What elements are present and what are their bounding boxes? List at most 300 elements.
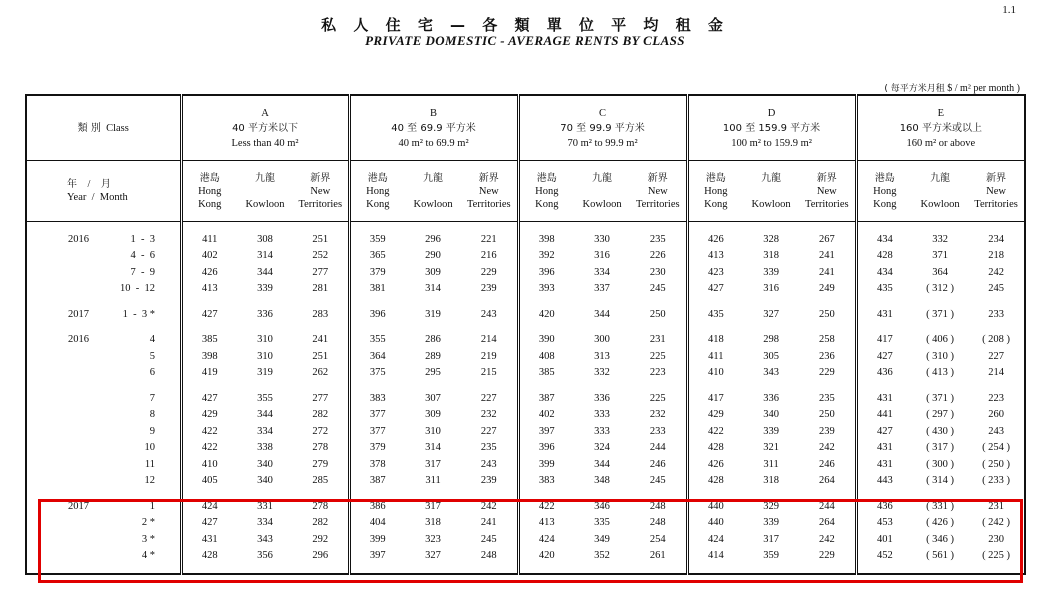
table-row	[26, 348, 1025, 365]
rent-value: ( 312 )	[926, 283, 955, 295]
rent-value: 413	[687, 248, 743, 265]
hk-en-2: Kong	[535, 198, 559, 210]
district-kowloon	[405, 161, 461, 222]
rent-value: 242	[818, 533, 835, 545]
class-range-zh: 40 至 69.9 平方米	[391, 122, 476, 134]
rent-value: 242	[480, 500, 497, 512]
rent-value: 413	[181, 281, 237, 298]
rent-value: 385	[518, 365, 574, 382]
rent-value: 434	[856, 231, 912, 248]
rent-value: 242	[988, 266, 1004, 278]
class-range-en: 40 m² to 69.9 m²	[398, 137, 469, 149]
kln-en: Kowloon	[582, 198, 622, 210]
month-value: 6	[149, 367, 155, 379]
hk-zh: 港島	[536, 172, 557, 184]
table-row	[26, 365, 1025, 382]
rent-value: 244	[649, 442, 666, 454]
table-row	[26, 440, 1025, 457]
rent-value: 286	[425, 334, 441, 346]
rent-value: 260	[988, 409, 1004, 421]
rent-value: 396	[349, 306, 405, 323]
rent-value: 428	[687, 440, 743, 457]
rent-value: 441	[856, 407, 912, 424]
rent-value: 313	[594, 350, 610, 362]
month-value: 5	[149, 350, 155, 362]
rent-value: 348	[594, 475, 610, 487]
period-cell	[26, 306, 181, 323]
rent-value: 292	[312, 533, 329, 545]
rent-value: ( 413 )	[926, 367, 955, 379]
rent-value: 242	[818, 442, 835, 454]
hk-en-1: Hong	[535, 185, 559, 197]
rent-value: 396	[518, 440, 574, 457]
rent-value: 241	[818, 250, 835, 262]
kln-en: Kowloon	[751, 198, 791, 210]
spacer-row	[26, 381, 1025, 390]
rent-value: 239	[480, 283, 497, 295]
rent-value: 352	[594, 550, 610, 562]
rent-value: 229	[818, 550, 835, 562]
class-letter: A	[261, 107, 269, 119]
rent-value: 258	[818, 334, 835, 346]
rent-value: 340	[763, 409, 779, 421]
rent-value: 245	[649, 283, 666, 295]
rent-value: 226	[649, 250, 666, 262]
period-cell	[26, 348, 181, 365]
period-cell	[26, 390, 181, 407]
rent-value: 277	[312, 266, 329, 278]
rent-value: 241	[480, 517, 497, 529]
kln-zh: 九龍	[761, 172, 782, 184]
month-value: 4	[149, 334, 155, 346]
rent-value: 343	[257, 533, 273, 545]
district-new-territories	[293, 161, 349, 222]
rent-value: 398	[181, 348, 237, 365]
class-letter: D	[767, 107, 776, 119]
rent-value: 339	[763, 266, 779, 278]
rent-value: 359	[349, 231, 405, 248]
district-hong-kong	[181, 161, 237, 222]
rent-value: 387	[518, 390, 574, 407]
rent-value: 344	[257, 266, 273, 278]
rent-value: 235	[649, 233, 666, 245]
rent-value: 339	[257, 283, 273, 295]
rent-value: 434	[856, 264, 912, 281]
rent-value: 227	[480, 392, 497, 404]
table-row	[26, 423, 1025, 440]
rent-value: 245	[480, 533, 497, 545]
rent-value: 235	[480, 442, 497, 454]
rent-value: 248	[480, 550, 497, 562]
nt-zh: 新界	[310, 172, 331, 184]
rent-value: 227	[480, 425, 497, 437]
rent-value: ( 561 )	[926, 550, 955, 562]
district-hong-kong	[518, 161, 574, 222]
rent-value: ( 317 )	[926, 442, 955, 454]
period-cell	[26, 248, 181, 265]
rent-value: 422	[518, 498, 574, 515]
rent-value: 343	[763, 367, 779, 379]
class-range-en: 160 m² or above	[906, 137, 976, 149]
rent-value: 279	[312, 458, 329, 470]
rent-value: 364	[349, 348, 405, 365]
rent-value: 216	[480, 250, 497, 262]
rent-value: 231	[649, 334, 666, 346]
rent-value: ( 233 )	[982, 475, 1011, 487]
class-range-zh: 40 平方米以下	[232, 122, 298, 134]
rent-value: 246	[818, 458, 835, 470]
rent-value: 436	[856, 365, 912, 382]
district-new-territories	[799, 161, 856, 222]
rent-value: 364	[932, 266, 948, 278]
rent-value: 339	[763, 425, 779, 437]
hk-en-1: Hong	[873, 185, 897, 197]
month-value: 12	[144, 475, 155, 487]
year-label-zh: 年	[67, 179, 77, 190]
rent-value: 298	[763, 334, 779, 346]
rent-value: 333	[594, 425, 610, 437]
spacer-row	[26, 222, 1025, 232]
rent-value: 236	[818, 350, 835, 362]
rent-value: 435	[856, 281, 912, 298]
rent-value: 340	[257, 458, 273, 470]
month-value: 11	[144, 458, 155, 470]
district-kowloon	[574, 161, 630, 222]
rent-value: 428	[856, 248, 912, 265]
rent-value: 215	[480, 367, 497, 379]
rent-value: 251	[312, 233, 329, 245]
table-row	[26, 306, 1025, 323]
rent-value: 278	[312, 442, 329, 454]
rent-value: 219	[480, 350, 497, 362]
rent-value: 309	[425, 409, 441, 421]
rent-value: ( 346 )	[926, 533, 955, 545]
rent-value: 397	[518, 423, 574, 440]
rent-value: 327	[763, 308, 779, 320]
rent-value: 331	[257, 500, 273, 512]
rent-value: 333	[594, 409, 610, 421]
rent-value: 344	[257, 409, 273, 421]
rent-value: 233	[988, 308, 1004, 320]
rent-value: 311	[425, 475, 441, 487]
nt-zh: 新界	[647, 172, 668, 184]
class-header-e	[856, 95, 1025, 161]
unit-zh: ( 每平方米月租	[884, 84, 945, 94]
rent-value: 267	[818, 233, 835, 245]
rent-value: 214	[480, 334, 497, 346]
rent-value: 420	[518, 306, 574, 323]
year-label-en: Year	[67, 192, 87, 203]
class-header-a	[181, 95, 349, 161]
rent-value: 272	[312, 425, 329, 437]
class-header-row	[26, 95, 1025, 161]
rent-value: 336	[763, 392, 779, 404]
rent-value: 359	[763, 550, 779, 562]
hk-zh: 港島	[874, 172, 895, 184]
rent-value: 426	[687, 456, 743, 473]
nt-en-1: New	[478, 185, 499, 197]
rent-value: 321	[763, 442, 779, 454]
nt-en-2: Territories	[805, 198, 849, 210]
rent-value: 405	[181, 473, 237, 490]
period-cell	[26, 456, 181, 473]
rent-value: ( 430 )	[926, 425, 955, 437]
rent-value: 231	[988, 500, 1004, 512]
table-row	[26, 264, 1025, 281]
rent-value: 422	[687, 423, 743, 440]
rent-value: 436	[856, 498, 912, 515]
month-value: 1 - 3	[130, 233, 155, 245]
period-cell	[26, 332, 181, 349]
rent-value: 281	[312, 283, 329, 295]
kln-zh: 九龍	[255, 172, 275, 184]
rent-value: 282	[312, 517, 329, 529]
rent-value: 243	[480, 458, 497, 470]
rent-value: 277	[312, 392, 329, 404]
rent-value: 414	[687, 548, 743, 565]
rent-value: 305	[763, 350, 779, 362]
class-letter: E	[937, 107, 945, 119]
rent-value: 431	[856, 390, 912, 407]
month-label-zh: 月	[100, 179, 111, 190]
rent-value: 429	[687, 407, 743, 424]
rent-value: 285	[312, 475, 329, 487]
rent-value: 239	[480, 475, 497, 487]
rent-value: 264	[818, 475, 835, 487]
hk-en-2: Kong	[704, 198, 728, 210]
rent-value: 401	[856, 531, 912, 548]
class-label-zh: 類 別	[77, 122, 101, 134]
rent-value: 309	[425, 266, 441, 278]
rent-value: 453	[856, 515, 912, 532]
rent-value: ( 254 )	[982, 442, 1011, 454]
highlight-box	[38, 499, 1023, 583]
rent-value: 443	[856, 473, 912, 490]
title-english: PRIVATE DOMESTIC - AVERAGE RENTS BY CLASS	[365, 33, 685, 48]
rent-value: 418	[687, 332, 743, 349]
rent-value: ( 310 )	[926, 350, 955, 362]
rent-value: 349	[594, 533, 610, 545]
nt-zh: 新界	[986, 172, 1007, 184]
rent-value: 410	[687, 365, 743, 382]
year-month-label	[26, 161, 181, 222]
year-value: 2017	[68, 308, 89, 320]
rent-value: 282	[312, 409, 329, 421]
rent-value: 427	[181, 306, 237, 323]
slash: /	[91, 192, 95, 203]
month-value: 4 - 6	[130, 250, 155, 262]
rent-value: 254	[649, 533, 666, 545]
rent-value: 355	[257, 392, 273, 404]
rent-value: 334	[594, 266, 610, 278]
rent-value: 241	[818, 266, 835, 278]
rent-value: 252	[312, 250, 329, 262]
rent-value: 392	[518, 248, 574, 265]
rent-value: 398	[518, 231, 574, 248]
rent-value: 427	[181, 515, 237, 532]
year-value: 2017	[68, 500, 89, 512]
nt-en-1: New	[816, 185, 837, 197]
rent-value: 296	[425, 233, 441, 245]
month-value: 1 - 3 *	[122, 308, 155, 320]
rent-value: 390	[518, 332, 574, 349]
rent-value: 419	[181, 365, 237, 382]
rent-value: 422	[181, 423, 237, 440]
hk-en-1: Hong	[704, 185, 728, 197]
table-row	[26, 473, 1025, 490]
rent-value: 317	[425, 500, 441, 512]
spacer-row	[26, 297, 1025, 306]
rent-value: 381	[349, 281, 405, 298]
rent-value: ( 426 )	[926, 517, 955, 529]
rent-value: 411	[687, 348, 743, 365]
rent-value: 385	[181, 332, 237, 349]
rent-value: 346	[594, 500, 610, 512]
district-hong-kong	[687, 161, 743, 222]
period-cell	[26, 423, 181, 440]
rent-value: 232	[649, 409, 666, 421]
rent-value: ( 297 )	[926, 409, 955, 421]
rent-value: 283	[312, 308, 329, 320]
rent-value: 377	[349, 423, 405, 440]
nt-en-2: Territories	[298, 198, 343, 210]
rent-value: 340	[257, 475, 273, 487]
year-value: 2016	[68, 233, 89, 245]
rent-value: 307	[425, 392, 441, 404]
rent-value: 431	[856, 456, 912, 473]
period-cell	[26, 440, 181, 457]
nt-en-1: New	[310, 185, 331, 197]
district-header-row	[26, 161, 1025, 222]
rent-value: 278	[312, 500, 329, 512]
class-letter: B	[430, 107, 438, 119]
rent-value: 410	[181, 456, 237, 473]
month-value: 9	[149, 425, 155, 437]
rent-value: 417	[856, 332, 912, 349]
rent-value: 249	[818, 283, 835, 295]
hk-en-1: Hong	[198, 185, 222, 197]
rent-value: 232	[480, 409, 497, 421]
rent-value: 387	[349, 473, 405, 490]
rent-value: 393	[518, 281, 574, 298]
rent-value: 344	[594, 308, 610, 320]
district-new-territories	[968, 161, 1025, 222]
rent-value: 324	[594, 442, 610, 454]
nt-en-2: Territories	[636, 198, 680, 210]
month-value: 2 *	[141, 517, 155, 529]
slash: /	[87, 179, 91, 190]
month-value: 7 - 9	[130, 266, 155, 278]
class-label-cell	[26, 95, 181, 161]
nt-en-1: New	[647, 185, 668, 197]
rent-value: 246	[649, 458, 666, 470]
rent-value: 396	[518, 264, 574, 281]
rent-value: 330	[594, 233, 610, 245]
rent-value: 427	[181, 390, 237, 407]
hk-zh: 港島	[199, 172, 220, 184]
rent-value: 310	[257, 334, 273, 346]
rent-value: 233	[649, 425, 666, 437]
rent-value: ( 406 )	[926, 334, 955, 346]
kln-en: Kowloon	[413, 198, 453, 210]
rent-value: 371	[932, 250, 948, 262]
rent-value: 310	[257, 350, 273, 362]
rent-value: 417	[687, 390, 743, 407]
rent-value: 375	[349, 365, 405, 382]
rent-value: ( 300 )	[926, 458, 955, 470]
rent-value: 264	[818, 517, 835, 529]
rent-value: 408	[518, 348, 574, 365]
rent-value: 314	[425, 283, 441, 295]
rent-value: 300	[594, 334, 610, 346]
rent-value: 327	[425, 550, 441, 562]
table-row	[26, 332, 1025, 349]
rent-value: 402	[518, 407, 574, 424]
kln-zh: 九龍	[592, 172, 613, 184]
month-value: 3 *	[141, 533, 155, 545]
rent-value: 318	[763, 475, 779, 487]
rent-value: 431	[856, 306, 912, 323]
district-new-territories	[630, 161, 687, 222]
rent-value: 428	[181, 548, 237, 565]
spacer-row	[26, 323, 1025, 332]
kln-en: Kowloon	[245, 198, 285, 210]
rent-value: ( 208 )	[982, 334, 1011, 346]
rent-value: 230	[988, 533, 1004, 545]
rent-value: 235	[818, 392, 835, 404]
hk-zh: 港島	[367, 172, 388, 184]
rent-value: 427	[687, 281, 743, 298]
nt-en-2: Territories	[974, 198, 1018, 210]
rent-value: 308	[257, 233, 273, 245]
page-number: 1.1	[1002, 4, 1016, 16]
rent-value: 314	[425, 442, 441, 454]
rent-value: ( 314 )	[926, 475, 955, 487]
kln-zh: 九龍	[930, 172, 951, 184]
kln-zh: 九龍	[423, 172, 444, 184]
district-kowloon	[912, 161, 968, 222]
rent-value: 261	[649, 550, 666, 562]
rent-value: 296	[312, 550, 329, 562]
rent-value: 413	[518, 515, 574, 532]
rent-value: 426	[687, 231, 743, 248]
rent-value: 332	[594, 367, 610, 379]
rent-value: 214	[988, 367, 1004, 379]
period-cell	[26, 407, 181, 424]
hk-en-2: Kong	[198, 198, 222, 210]
rent-value: 239	[818, 425, 835, 437]
nt-en-2: Territories	[466, 198, 511, 210]
district-hong-kong	[349, 161, 405, 222]
rent-value: ( 371 )	[926, 308, 955, 320]
rent-value: 289	[425, 350, 441, 362]
rent-value: 223	[649, 367, 666, 379]
rent-value: 317	[425, 458, 441, 470]
rent-value: 424	[518, 531, 574, 548]
table-row	[26, 456, 1025, 473]
nt-en-1: New	[986, 185, 1006, 197]
rent-value: 426	[181, 264, 237, 281]
kln-en: Kowloon	[920, 198, 960, 210]
class-header-b	[349, 95, 518, 161]
rent-value: 356	[257, 550, 273, 562]
rent-value: 399	[518, 456, 574, 473]
rent-value: 383	[518, 473, 574, 490]
rent-value: 344	[594, 458, 610, 470]
district-kowloon	[743, 161, 799, 222]
rent-value: 435	[687, 306, 743, 323]
rent-value: 402	[181, 248, 237, 265]
